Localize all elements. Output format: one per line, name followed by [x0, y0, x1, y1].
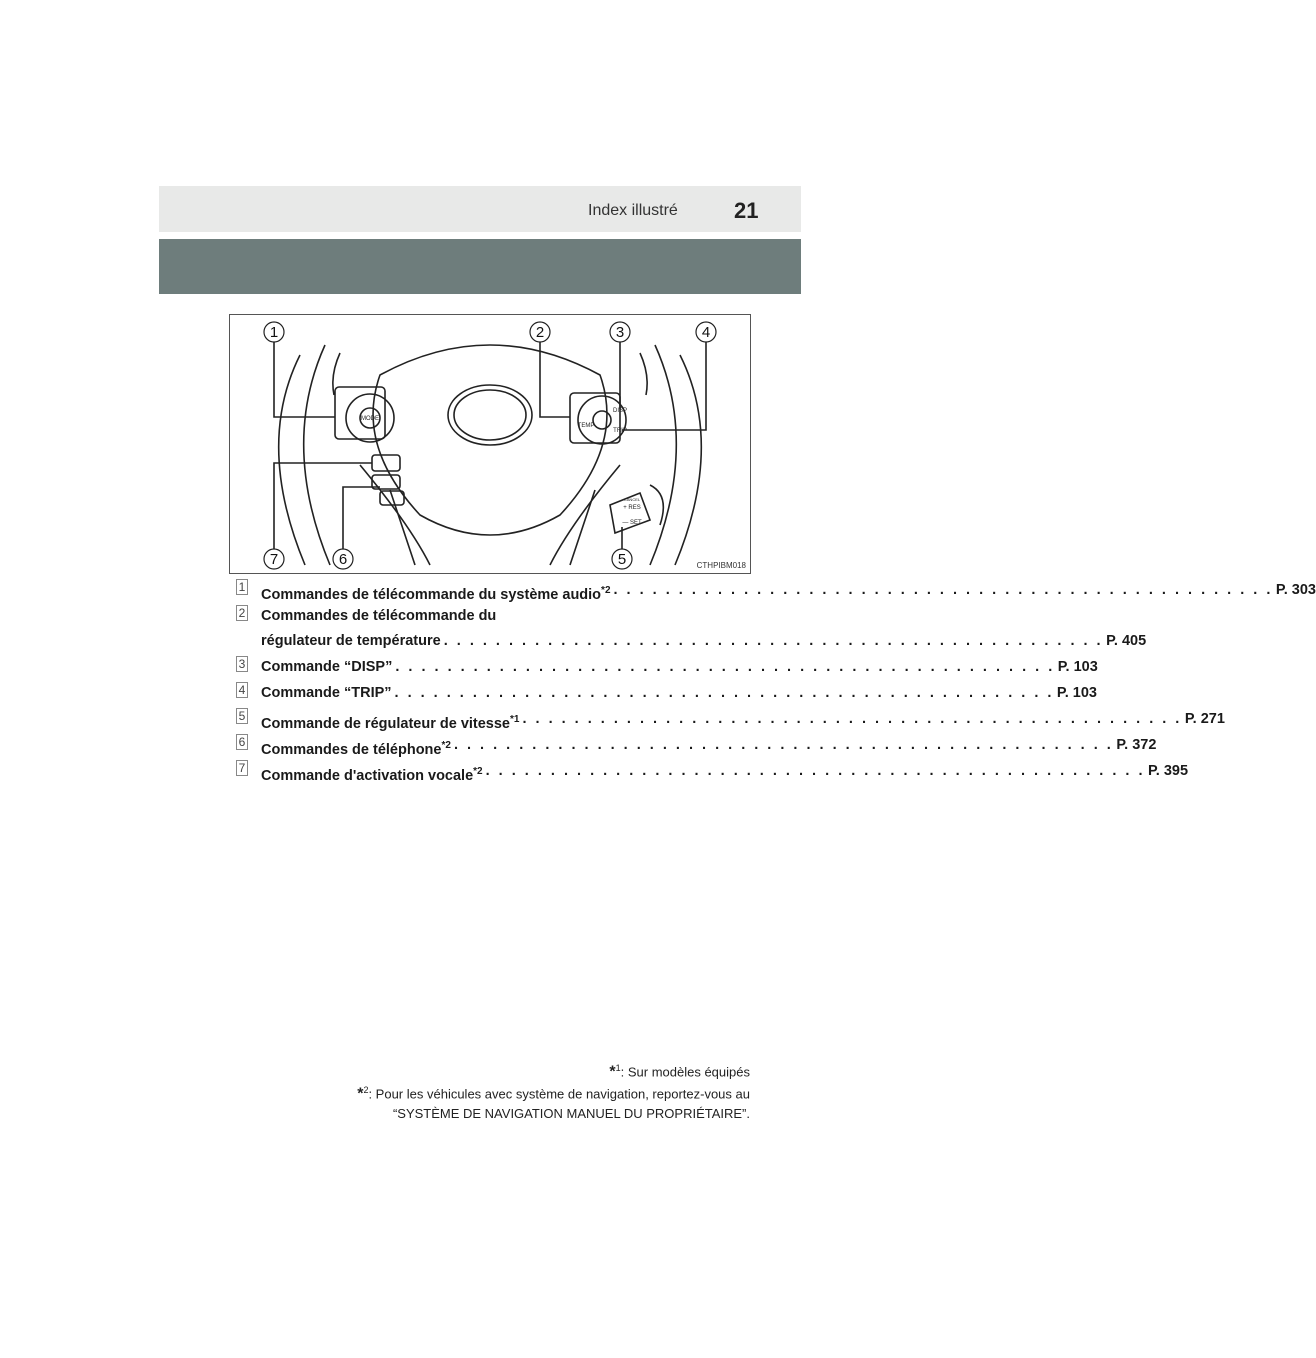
index-entry [236, 681, 1097, 707]
index-entry [236, 578, 1316, 604]
mode-button-label: MODE [361, 416, 379, 422]
entry-label: Commande “TRIP” [261, 685, 392, 701]
footnotes [357, 1059, 750, 1123]
disp-button-label: DISP [612, 408, 628, 414]
callout-4: 4 [701, 324, 711, 341]
steering-wheel-illustration [230, 315, 752, 575]
leader-dots: . . . . . . . . . . . . . . . . . . . . . . . . . . . . . . . . . . . . . . . . . . . . . . . . . . . [395, 659, 1055, 675]
cancel-label: CANCEL [623, 497, 641, 502]
entry-page[interactable]: P. 395 [1148, 763, 1189, 779]
callout-3: 3 [615, 324, 625, 341]
page-number: 21 [734, 198, 759, 223]
entry-page[interactable]: P. 103 [1056, 685, 1097, 701]
entry-label: régulateur de température [261, 633, 441, 649]
footnote-2: *$^2$: Pour les véhicules avec système de navigation, reportez-vous au [357, 1085, 750, 1103]
callout-5: 5 [617, 551, 627, 568]
index-entry [236, 759, 1189, 785]
temp-button-label: TEMP [577, 423, 595, 429]
trip-button-label: TRIP [613, 428, 627, 434]
leader-dots: . . . . . . . . . . . . . . . . . . . . . . . . . . . . . . . . . . . . . . . . . . . . . . . . . . . [453, 737, 1114, 753]
leader-dots: . . . . . . . . . . . . . . . . . . . . . . . . . . . . . . . . . . . . . . . . . . . . . . . . . . . [613, 582, 1273, 598]
index-entry [236, 733, 1157, 759]
entry-page[interactable]: P. 405 [1106, 633, 1147, 649]
entry-number: 2 [236, 605, 248, 621]
section-title: Index illustré [588, 202, 678, 219]
figure-code: CTHPIBM018 [696, 561, 746, 570]
section-band [159, 239, 801, 294]
entry-number: 6 [236, 734, 248, 750]
entry-label: Commande “DISP” [261, 659, 393, 675]
footnote-2-continued: “SYSTÈME DE NAVIGATION MANUEL DU PROPRIÉTAIRE”. [392, 1105, 750, 1121]
leader-dots: . . . . . . . . . . . . . . . . . . . . . . . . . . . . . . . . . . . . . . . . . . . . . . . . . . . [485, 763, 1145, 779]
index-entry [236, 604, 1147, 655]
entry-number: 1 [236, 579, 248, 595]
entry-label-line1: Commandes de télécommande du [261, 608, 497, 624]
steering-wheel-figure [229, 314, 751, 574]
leader-dots: . . . . . . . . . . . . . . . . . . . . . . . . . . . . . . . . . . . . . . . . . . . . . . . . . . . [443, 633, 1104, 649]
index-entries [236, 578, 1316, 785]
entry-label: Commande d'activation vocale$^{*2}$ [261, 766, 483, 784]
leader-dots: . . . . . . . . . . . . . . . . . . . . . . . . . . . . . . . . . . . . . . . . . . . . . . . . . . . [522, 711, 1182, 727]
entry-page[interactable]: P. 303 [1275, 582, 1316, 598]
index-entry [236, 655, 1098, 681]
entry-label: Commandes de téléphone$^{*2}$ [261, 740, 451, 758]
entry-number: 4 [236, 682, 248, 698]
footnote-1: *$^1$: Sur modèles équipés [609, 1063, 750, 1081]
entry-number: 3 [236, 656, 248, 672]
entry-label: Commandes de télécommande du système audio$^{*2}$ [261, 585, 611, 603]
entry-number: 7 [236, 760, 248, 776]
res-label: + RES [623, 505, 641, 511]
callout-6: 6 [338, 551, 348, 568]
header-band [159, 186, 801, 232]
entry-label: Commande de régulateur de vitesse$^{*1}$ [261, 714, 520, 732]
leader-dots: . . . . . . . . . . . . . . . . . . . . . . . . . . . . . . . . . . . . . . . . . . . . . . . . . . . [394, 685, 1054, 701]
entry-number: 5 [236, 708, 248, 724]
entry-page[interactable]: P. 271 [1184, 711, 1225, 727]
entry-page[interactable]: P. 372 [1116, 737, 1157, 753]
callout-2: 2 [535, 324, 545, 341]
entry-page[interactable]: P. 103 [1057, 659, 1098, 675]
set-label: — SET [622, 520, 642, 526]
callout-1: 1 [269, 324, 279, 341]
callout-7: 7 [269, 551, 279, 568]
index-entry [236, 707, 1225, 733]
